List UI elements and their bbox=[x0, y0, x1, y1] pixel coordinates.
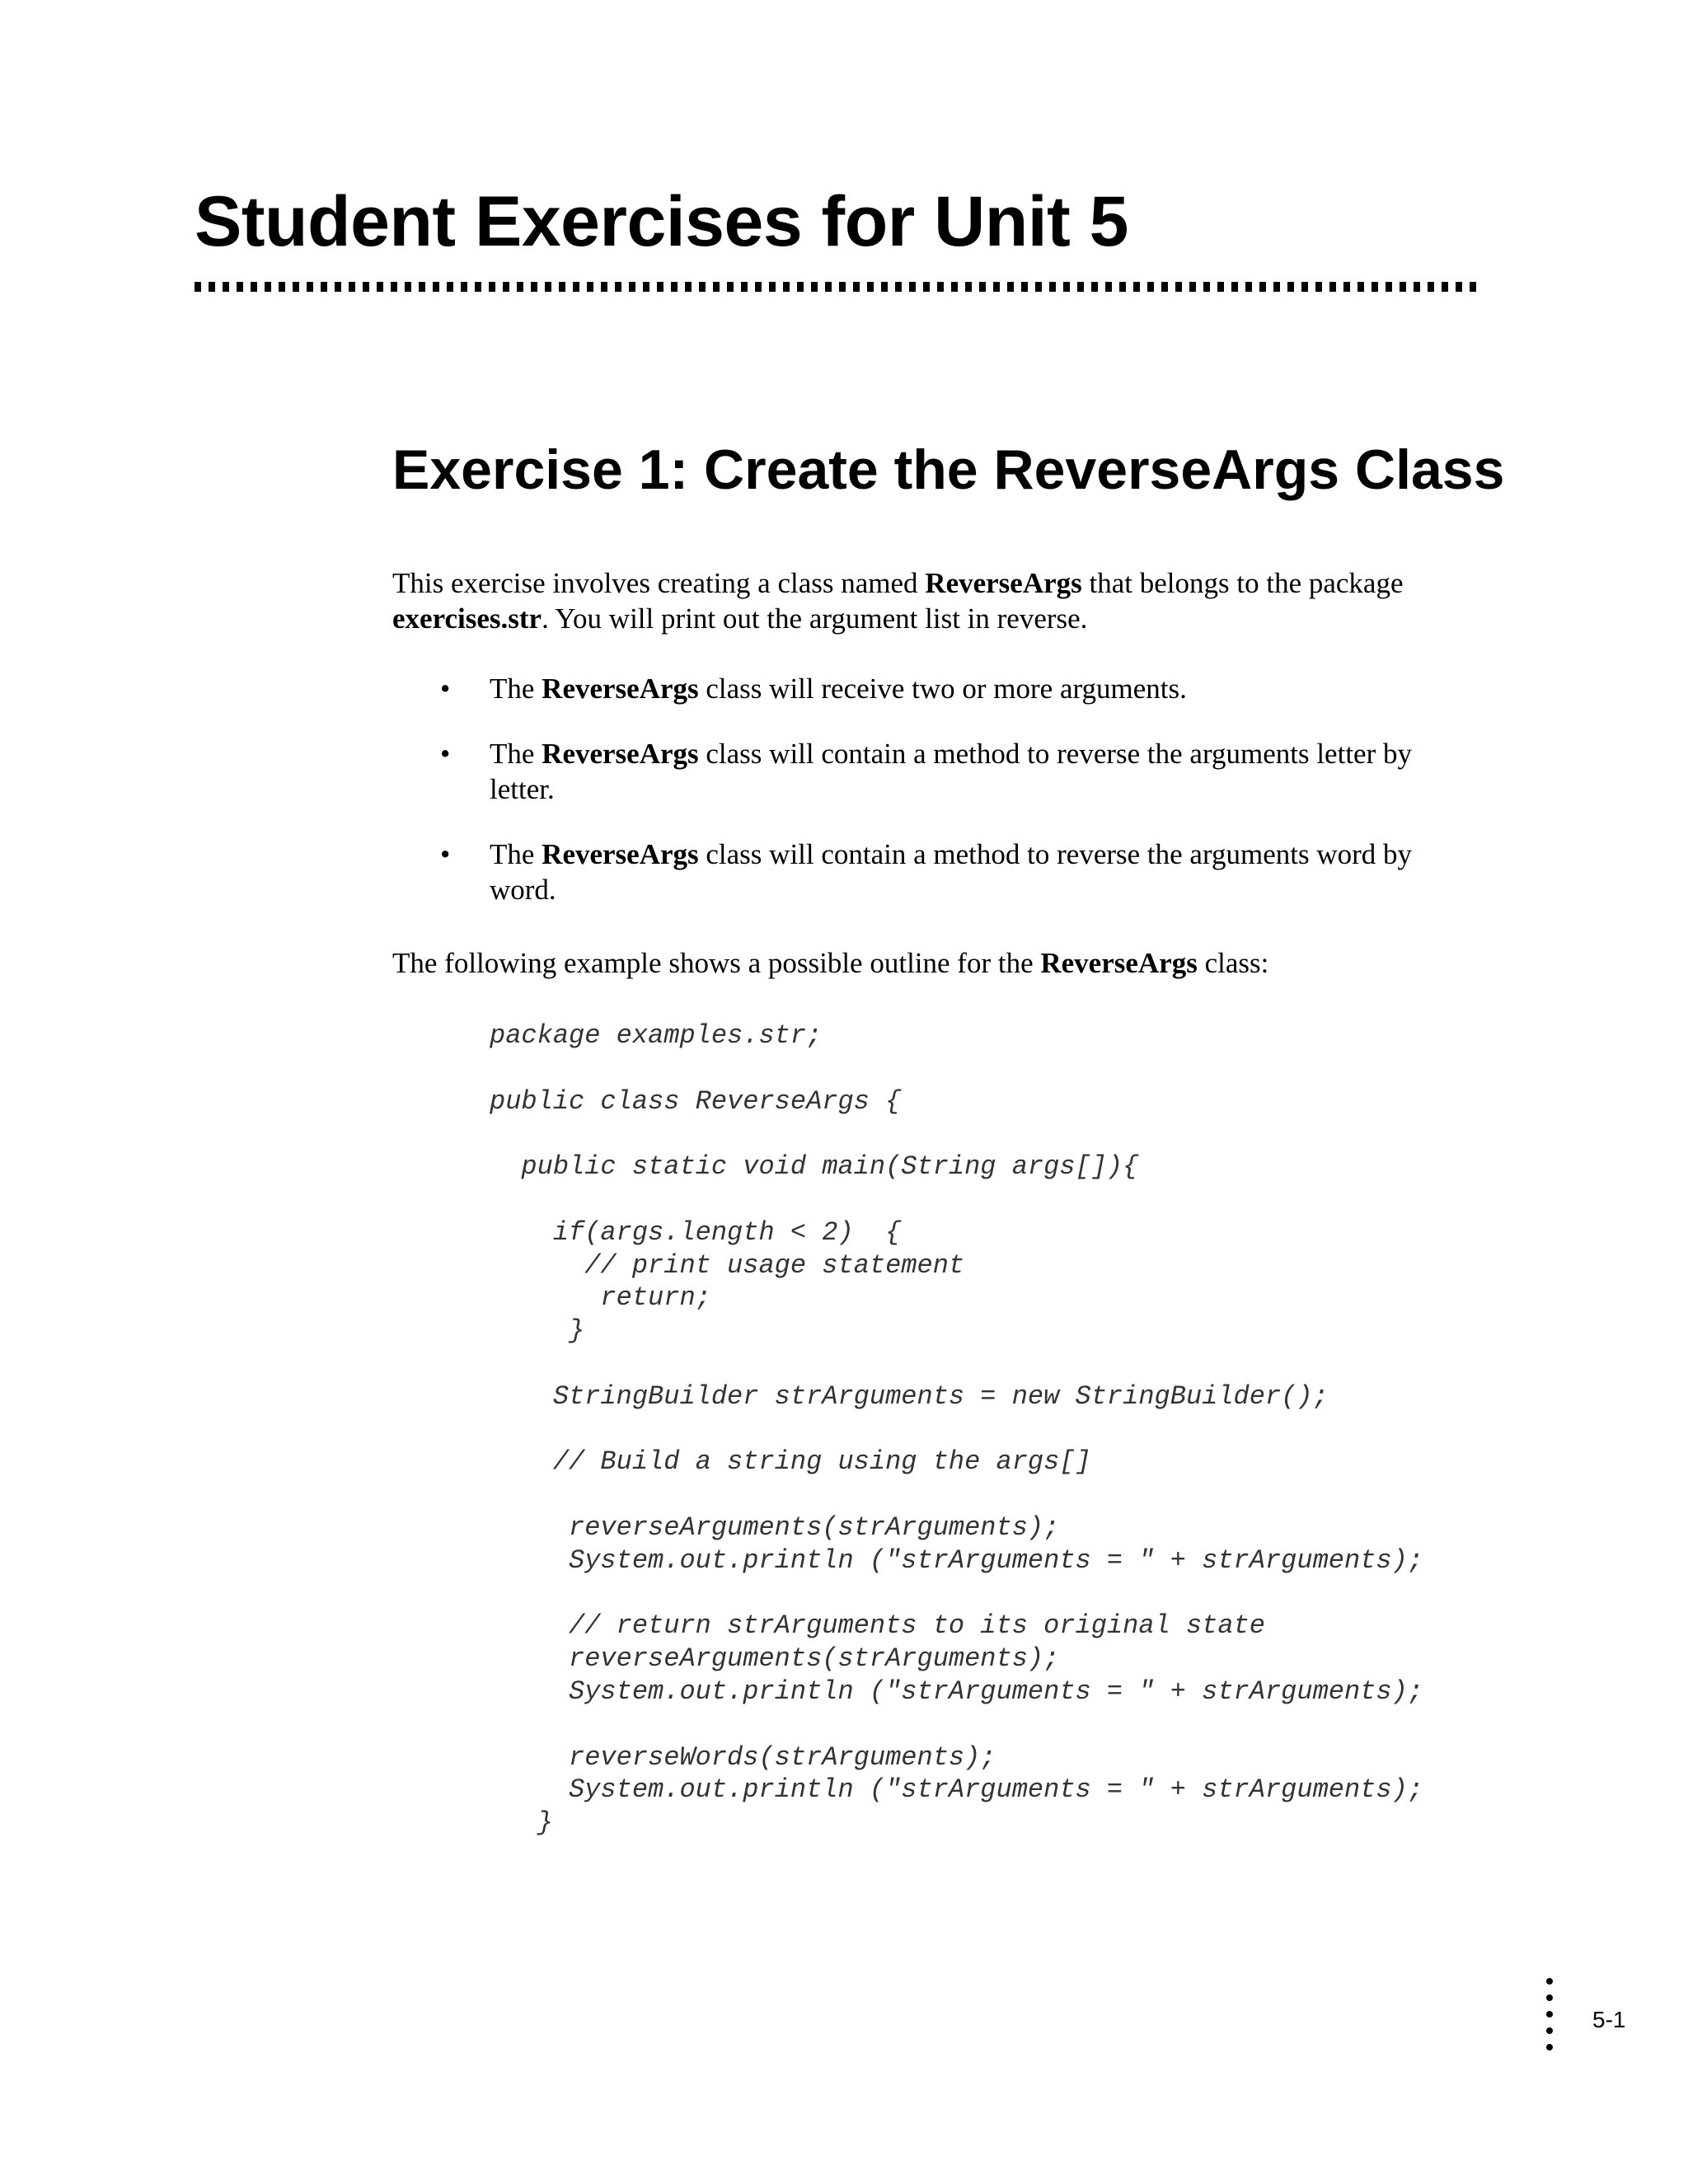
page-margin-dots bbox=[1546, 1978, 1553, 2060]
code-line: reverseArguments(strArguments); bbox=[490, 1643, 1060, 1675]
list-item-class-name: ReverseArgs bbox=[542, 738, 699, 770]
list-item-text-pre: The bbox=[490, 838, 542, 870]
code-line: // print usage statement bbox=[490, 1249, 965, 1281]
intro-text-1: This exercise involves creating a class named bbox=[392, 567, 926, 599]
code-line: public class ReverseArgs { bbox=[490, 1085, 902, 1117]
margin-dot bbox=[1546, 2011, 1553, 2018]
code-line: reverseWords(strArguments); bbox=[490, 1741, 996, 1773]
code-line bbox=[490, 1708, 1423, 1741]
list-item bbox=[392, 736, 1480, 807]
exercise-title: Exercise 1: Create the ReverseArgs Class bbox=[392, 438, 1505, 501]
code-line: // return strArguments to its original state bbox=[490, 1610, 1265, 1642]
code-line: } bbox=[490, 1315, 585, 1347]
outline-class-name: ReverseArgs bbox=[1040, 947, 1198, 979]
list-item-class-name: ReverseArgs bbox=[542, 673, 699, 705]
list-item-text-pre: The bbox=[490, 673, 542, 705]
list-item bbox=[392, 837, 1480, 907]
unit-title: Student Exercises for Unit 5 bbox=[195, 182, 1128, 261]
code-listing bbox=[490, 1019, 1423, 1840]
code-line: System.out.println ("strArguments = " + strArguments); bbox=[490, 1774, 1423, 1806]
outline-intro-paragraph bbox=[392, 945, 1480, 981]
class-name-bold: ReverseArgs bbox=[925, 567, 1082, 599]
code-line bbox=[490, 1479, 1423, 1511]
list-item-text-post: class will contain a method to reverse the arguments word by word. bbox=[490, 838, 1413, 906]
code-line: System.out.println ("strArguments = " + strArguments); bbox=[490, 1675, 1423, 1707]
bullet-marker: • bbox=[440, 673, 451, 705]
code-line: reverseArguments(strArguments); bbox=[490, 1511, 1060, 1543]
list-item-text-post: class will contain a method to reverse the arguments letter by letter. bbox=[490, 738, 1412, 805]
intro-text-2: that belongs to the package bbox=[1081, 567, 1404, 599]
list-item-text-pre: The bbox=[490, 738, 542, 770]
list-item-text-post: class will receive two or more arguments. bbox=[698, 673, 1187, 705]
margin-dot bbox=[1546, 1994, 1553, 2001]
bullet-marker: • bbox=[440, 838, 451, 870]
outline-text-pre: The following example shows a possible outline for the bbox=[392, 947, 1041, 979]
intro-paragraph bbox=[392, 565, 1480, 636]
code-line: if(args.length < 2) { bbox=[490, 1216, 902, 1248]
code-line bbox=[490, 1577, 1423, 1610]
list-item-class-name: ReverseArgs bbox=[542, 838, 699, 870]
code-line bbox=[490, 1413, 1423, 1446]
code-line: } bbox=[490, 1807, 553, 1839]
package-name-bold: exercises.str bbox=[392, 602, 542, 635]
margin-dot bbox=[1546, 1978, 1553, 1985]
list-item bbox=[392, 671, 1480, 706]
code-line: StringBuilder strArguments = new StringBuilder(); bbox=[490, 1380, 1329, 1412]
requirements-list bbox=[392, 671, 1480, 937]
page-number: 5-1 bbox=[1592, 2007, 1626, 2032]
dotted-divider bbox=[195, 282, 1477, 292]
code-line bbox=[490, 1347, 1423, 1380]
intro-text-3: . You will print out the argument list in reverse. bbox=[542, 602, 1088, 635]
code-line: // Build a string using the args[] bbox=[490, 1446, 1091, 1478]
code-line bbox=[490, 1052, 1423, 1085]
code-line: package examples.str; bbox=[490, 1020, 823, 1051]
bullet-marker: • bbox=[440, 738, 451, 770]
margin-dot bbox=[1546, 2044, 1553, 2050]
code-line bbox=[490, 1118, 1423, 1151]
margin-dot bbox=[1546, 2027, 1553, 2034]
outline-text-post: class: bbox=[1197, 947, 1269, 979]
code-line: public static void main(String args[]){ bbox=[490, 1151, 1139, 1183]
code-line bbox=[490, 1183, 1423, 1216]
code-line: return; bbox=[490, 1282, 711, 1314]
code-line: System.out.println ("strArguments = " + strArguments); bbox=[490, 1544, 1423, 1576]
